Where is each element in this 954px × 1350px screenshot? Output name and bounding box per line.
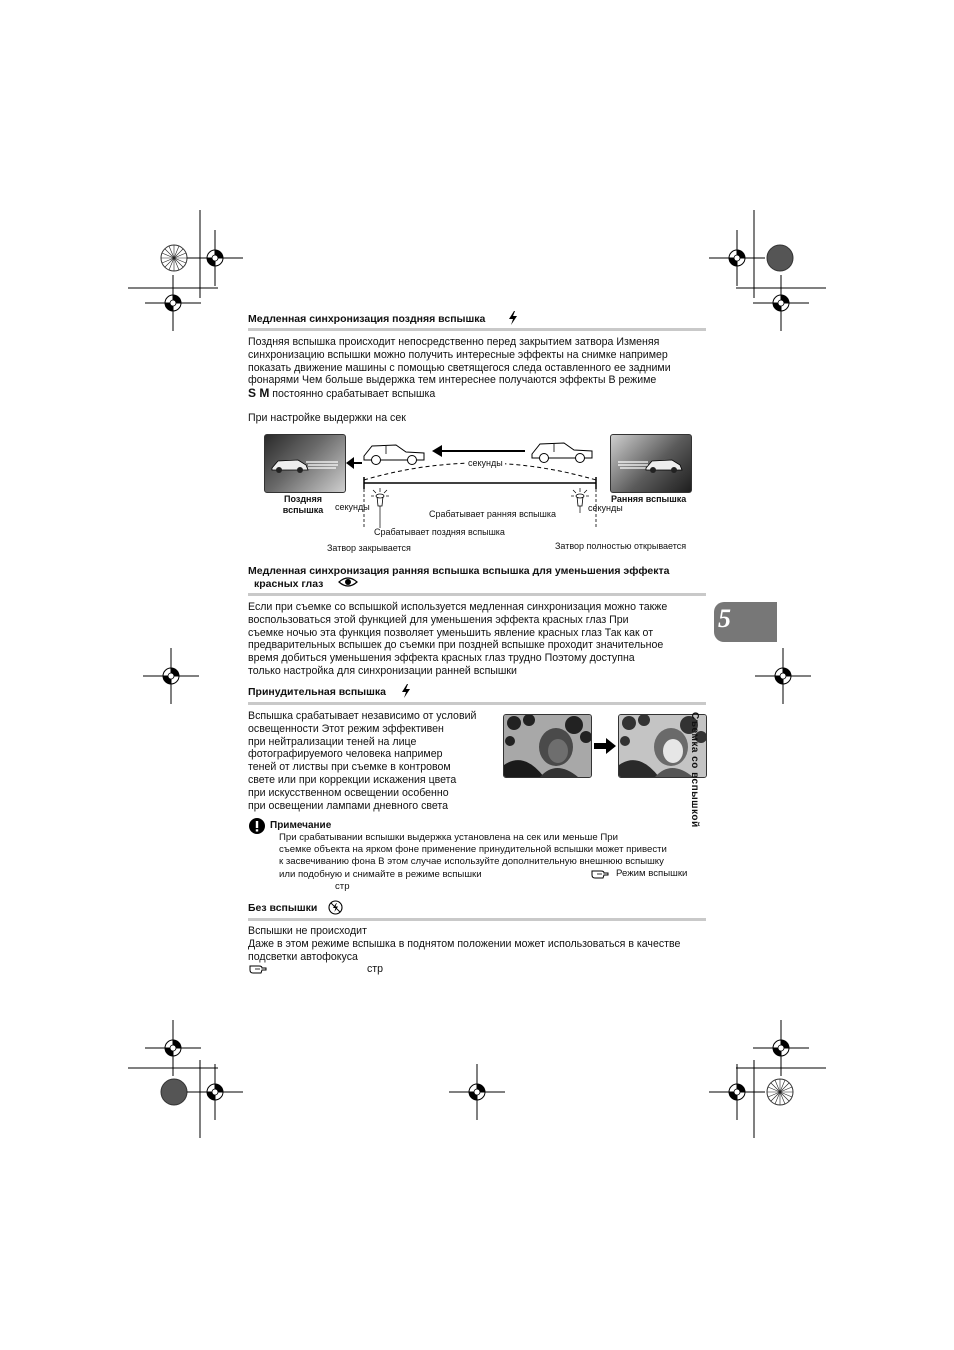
mode-letters: S M [248,386,270,401]
reference-hand-icon [591,868,609,879]
car-trail-icon [614,452,686,476]
flash-off-page-ref: стр [367,963,384,975]
paragraph-slow-early-redeye: Если при съемке со вспышкой используется медленная синхронизация можно также воспользоваться этой функцией для уменьшения эффекта красных глаз При съемке ночью эта функция позволяет уменьшить явление красных глаз Так как от предварительных вспышек до съемки при поздней вспышке проходит значительное время добиться уменьшения эффекта красных глаз трудно Поэтому доступна только настройка для синхронизации ранней вспышки [248,601,668,677]
flash-icon [401,684,411,698]
label-seconds-right: секунды [588,503,623,513]
paragraph-slow-rear: Поздняя вспышка происходит непосредственно перед закрытием затвора Изменяя синхронизацию вспышки можно получить интересные эффекты на снимке например показать движение машины с помощью светящегося следа оставленного ее задними фонарями Чем больше выдержка тем интереснее получаются эффекты В режиме S M постоянно срабатывает вспышка [248,336,671,401]
label-fires-rear: Срабатывает поздняя вспышка [374,527,505,537]
label-fires-early: Срабатывает ранняя вспышка [429,509,556,519]
label-shutter-opens: Затвор полностью открывается [555,541,687,551]
label-seconds-left: секунды [335,502,370,512]
section-rule [248,328,706,331]
paragraph-flash-off: Вспышки не происходит Даже в этом режиме вспышка в поднятом положении может использоваться в качестве подсветки автофокуса [248,925,681,963]
section-title-slow-rear: Медленная синхронизация поздняя вспышка [248,313,486,325]
label-early-flash: Ранняя вспышка [611,494,687,504]
chapter-label: Съемка со вспышкой [689,712,700,828]
exposure-note: При настройке выдержки на сек [248,412,406,424]
section-title-fill-flash: Принудительная вспышка [248,686,386,698]
photo-without-fill [503,714,592,778]
note-ref-text: Режим вспышки [616,868,688,879]
label-rear-flash: Поздняя вспышка [282,494,324,515]
section-rule [248,593,706,596]
car-trail-icon [268,452,340,476]
caution-icon [249,818,265,834]
section-rule [248,918,706,921]
note-text: При срабатывании вспышки выдержка установлена на сек или меньше При съемке объекта на ярком фоне применение принудительной вспышки может привести к засвечиванию фона В этом случае используйте дополнительную внешнюю вспышку или подобную и снимайте в режиме вспышки стр [279,832,667,892]
section-rule [248,702,706,705]
section-title-slow-early-redeye: Медленная синхронизация ранняя вспышка вспышка для уменьшения эффекта красных глаз [248,565,670,590]
red-eye-icon [338,576,358,588]
arrow-right-icon [594,738,616,754]
note-title: Примечание [270,820,332,831]
section-title-flash-off: Без вспышки [248,902,318,914]
reference-hand-icon [249,963,267,974]
label-seconds-top: секунды [468,458,503,468]
flash-off-icon [328,900,343,915]
paragraph-fill-flash: Вспышка срабатывает независимо от условий освещенности Этот режим эффективен при нейтрализации теней на лице фотографируемого человека например теней от листвы при съемке в контровом свете или при коррекции искажения цвета при искусственном освещении особенно при освещении лампами дневного света [248,710,477,812]
label-shutter-closes: Затвор закрывается [327,543,411,553]
chapter-number: 5 [718,604,731,633]
flash-icon [508,311,518,325]
